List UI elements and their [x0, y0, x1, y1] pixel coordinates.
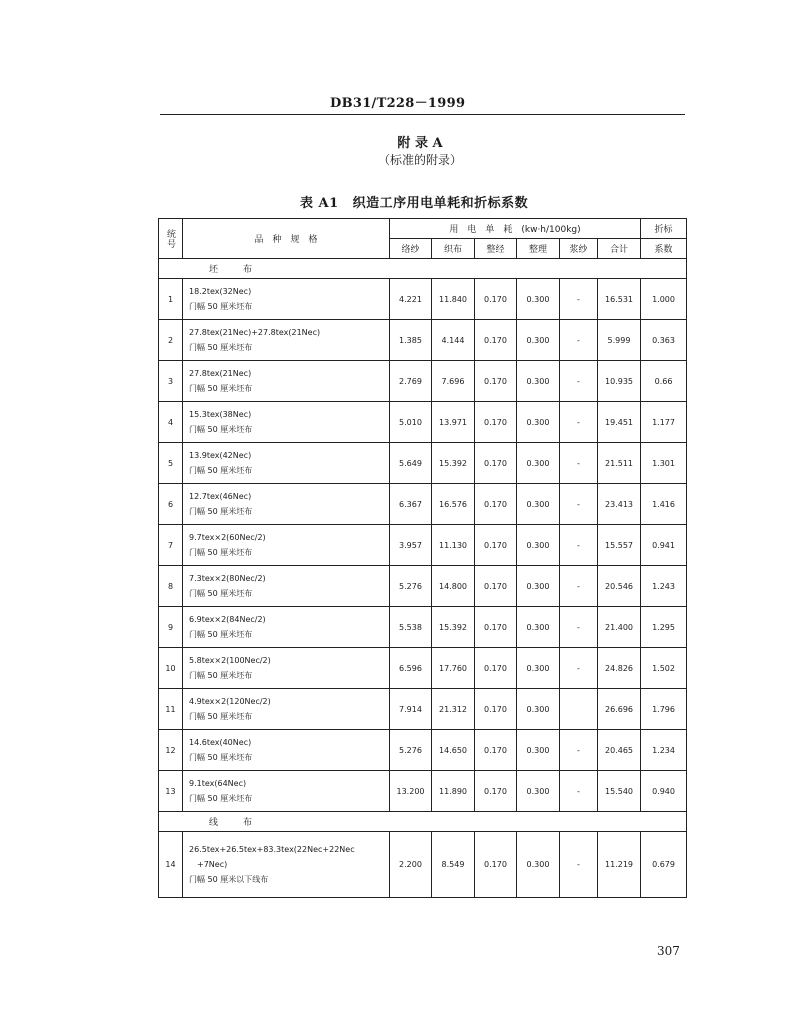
winding-value: 13.200 — [390, 771, 432, 812]
warping-value: 0.170 — [475, 443, 517, 484]
table-row — [159, 607, 687, 648]
row-spec — [183, 484, 390, 525]
appendix-subtitle: （标准的附录） — [377, 153, 462, 167]
weaving-value: 15.392 — [432, 607, 475, 648]
finishing-value: 0.300 — [517, 607, 560, 648]
section-row — [159, 812, 687, 832]
row-spec — [183, 279, 390, 320]
weaving-value: 21.312 — [432, 689, 475, 730]
spec-yarn-line: 26.5tex+26.5tex+83.3tex(22Nec+22Nec — [189, 845, 355, 854]
col-warping-header: 整经 — [475, 239, 517, 259]
weaving-value: 14.800 — [432, 566, 475, 607]
spec-yarn-line: 12.7tex(46Nec) — [189, 492, 252, 501]
total-value: 20.465 — [598, 730, 641, 771]
total-value: 10.935 — [598, 361, 641, 402]
spec-yarn-line: 4.9tex×2(120Nec/2) — [189, 697, 271, 706]
spec-width-line: 门幅 50 厘米坯布 — [189, 302, 253, 311]
row-number: 10 — [159, 648, 183, 689]
spec-yarn-line: 6.9tex×2(84Nec/2) — [189, 615, 266, 624]
spec-yarn-line: 9.1tex(64Nec) — [189, 779, 247, 788]
warping-value: 0.170 — [475, 832, 517, 898]
total-value: 23.413 — [598, 484, 641, 525]
table-body — [159, 259, 687, 898]
table-title — [300, 192, 542, 211]
spec-yarn-line: 18.2tex(32Nec) — [189, 287, 252, 296]
sizing-value: - — [560, 771, 598, 812]
spec-yarn-line: +7Nec) — [197, 860, 228, 869]
weaving-value: 4.144 — [432, 320, 475, 361]
total-value: 11.219 — [598, 832, 641, 898]
factor-value: 1.796 — [641, 689, 687, 730]
spec-yarn-line: 5.8tex×2(100Nec/2) — [189, 656, 271, 665]
warping-value: 0.170 — [475, 607, 517, 648]
col-no-header: 统号 — [159, 219, 183, 259]
total-value: 21.400 — [598, 607, 641, 648]
warping-value: 0.170 — [475, 566, 517, 607]
winding-value: 1.385 — [390, 320, 432, 361]
col-spec-header: 品 种 规 格 — [183, 219, 390, 259]
power-consumption-table — [158, 218, 687, 898]
table-row — [159, 525, 687, 566]
factor-value: 0.679 — [641, 832, 687, 898]
spec-yarn-line: 14.6tex(40Nec) — [189, 738, 252, 747]
row-spec — [183, 648, 390, 689]
weaving-value: 15.392 — [432, 443, 475, 484]
factor-value: 1.301 — [641, 443, 687, 484]
warping-value: 0.170 — [475, 279, 517, 320]
total-value: 26.696 — [598, 689, 641, 730]
total-value: 15.540 — [598, 771, 641, 812]
finishing-value: 0.300 — [517, 771, 560, 812]
spec-yarn-line: 9.7tex×2(60Nec/2) — [189, 533, 266, 542]
factor-value: 0.363 — [641, 320, 687, 361]
row-spec — [183, 443, 390, 484]
col-factor-header: 折标 — [641, 219, 687, 239]
row-number: 7 — [159, 525, 183, 566]
winding-value: 5.538 — [390, 607, 432, 648]
sizing-value: - — [560, 279, 598, 320]
col-factor-sub-header: 系数 — [641, 239, 687, 259]
spec-width-line: 门幅 50 厘米坯布 — [189, 794, 253, 803]
row-spec — [183, 361, 390, 402]
spec-width-line: 门幅 50 厘米坯布 — [189, 384, 253, 393]
finishing-value: 0.300 — [517, 730, 560, 771]
winding-value: 5.010 — [390, 402, 432, 443]
weaving-value: 11.890 — [432, 771, 475, 812]
row-number: 3 — [159, 361, 183, 402]
table-row — [159, 832, 687, 898]
section-label: 线 布 — [159, 812, 687, 832]
weaving-value: 16.576 — [432, 484, 475, 525]
table-row — [159, 443, 687, 484]
row-number: 14 — [159, 832, 183, 898]
total-value: 24.826 — [598, 648, 641, 689]
table-row — [159, 402, 687, 443]
standard-code: DB31/T228－1999 — [330, 96, 466, 111]
col-power-group-header: 用 电 单 耗 (kw·h/100kg) — [390, 219, 641, 239]
factor-value: 0.940 — [641, 771, 687, 812]
spec-width-line: 门幅 50 厘米坯布 — [189, 548, 253, 557]
weaving-value: 11.130 — [432, 525, 475, 566]
weaving-value: 11.840 — [432, 279, 475, 320]
finishing-value: 0.300 — [517, 689, 560, 730]
row-number: 13 — [159, 771, 183, 812]
row-spec — [183, 689, 390, 730]
finishing-value: 0.300 — [517, 648, 560, 689]
table-caption: 织造工序用电单耗和折标系数 — [352, 196, 529, 211]
winding-value: 6.367 — [390, 484, 432, 525]
row-spec — [183, 771, 390, 812]
spec-yarn-line: 15.3tex(38Nec) — [189, 410, 252, 419]
sizing-value: - — [560, 361, 598, 402]
row-spec — [183, 607, 390, 648]
spec-width-line: 门幅 50 厘米以下线布 — [189, 875, 269, 884]
spec-yarn-line: 27.8tex(21Nec) — [189, 369, 252, 378]
finishing-value: 0.300 — [517, 402, 560, 443]
section-label: 坯 布 — [159, 259, 687, 279]
row-spec — [183, 566, 390, 607]
table-row — [159, 689, 687, 730]
weaving-value: 17.760 — [432, 648, 475, 689]
spec-width-line: 门幅 50 厘米坯布 — [189, 466, 253, 475]
table-row — [159, 361, 687, 402]
row-spec — [183, 832, 390, 898]
warping-value: 0.170 — [475, 689, 517, 730]
row-number: 5 — [159, 443, 183, 484]
table-row — [159, 566, 687, 607]
finishing-value: 0.300 — [517, 566, 560, 607]
factor-value: 1.000 — [641, 279, 687, 320]
sizing-value: - — [560, 607, 598, 648]
table-row — [159, 320, 687, 361]
warping-value: 0.170 — [475, 730, 517, 771]
warping-value: 0.170 — [475, 361, 517, 402]
spec-width-line: 门幅 50 厘米坯布 — [189, 507, 253, 516]
table-row — [159, 484, 687, 525]
spec-width-line: 门幅 50 厘米坯布 — [189, 343, 253, 352]
spec-yarn-line: 7.3tex×2(80Nec/2) — [189, 574, 266, 583]
row-number: 2 — [159, 320, 183, 361]
spec-yarn-line: 13.9tex(42Nec) — [189, 451, 252, 460]
table-number: 表 A1 — [300, 196, 339, 211]
winding-value: 3.957 — [390, 525, 432, 566]
sizing-value: - — [560, 320, 598, 361]
row-number: 9 — [159, 607, 183, 648]
finishing-value: 0.300 — [517, 484, 560, 525]
warping-value: 0.170 — [475, 320, 517, 361]
row-number: 6 — [159, 484, 183, 525]
winding-value: 2.200 — [390, 832, 432, 898]
total-value: 15.557 — [598, 525, 641, 566]
finishing-value: 0.300 — [517, 443, 560, 484]
spec-width-line: 门幅 50 厘米坯布 — [189, 425, 253, 434]
weaving-value: 7.696 — [432, 361, 475, 402]
row-number: 4 — [159, 402, 183, 443]
row-number: 1 — [159, 279, 183, 320]
page-number: 307 — [657, 944, 680, 958]
row-spec — [183, 402, 390, 443]
row-spec — [183, 320, 390, 361]
col-finishing-header: 整理 — [517, 239, 560, 259]
sizing-value: - — [560, 402, 598, 443]
factor-value: 0.941 — [641, 525, 687, 566]
spec-width-line: 门幅 50 厘米坯布 — [189, 630, 253, 639]
finishing-value: 0.300 — [517, 832, 560, 898]
total-value: 20.546 — [598, 566, 641, 607]
weaving-value: 13.971 — [432, 402, 475, 443]
winding-value: 5.276 — [390, 566, 432, 607]
sizing-value: - — [560, 648, 598, 689]
appendix-title: 附 录 A — [397, 136, 443, 151]
table-row — [159, 771, 687, 812]
spec-width-line: 门幅 50 厘米坯布 — [189, 753, 253, 762]
sizing-value: - — [560, 443, 598, 484]
header-rule — [160, 114, 685, 115]
total-value: 16.531 — [598, 279, 641, 320]
weaving-value: 8.549 — [432, 832, 475, 898]
winding-value: 7.914 — [390, 689, 432, 730]
factor-value: 1.234 — [641, 730, 687, 771]
table-row — [159, 648, 687, 689]
winding-value: 5.649 — [390, 443, 432, 484]
warping-value: 0.170 — [475, 525, 517, 566]
factor-value: 1.243 — [641, 566, 687, 607]
row-spec — [183, 525, 390, 566]
factor-value: 1.295 — [641, 607, 687, 648]
factor-value: 0.66 — [641, 361, 687, 402]
spec-width-line: 门幅 50 厘米坯布 — [189, 589, 253, 598]
total-value: 5.999 — [598, 320, 641, 361]
finishing-value: 0.300 — [517, 279, 560, 320]
sizing-value: - — [560, 832, 598, 898]
factor-value: 1.416 — [641, 484, 687, 525]
sizing-value: - — [560, 484, 598, 525]
factor-value: 1.502 — [641, 648, 687, 689]
row-number: 11 — [159, 689, 183, 730]
warping-value: 0.170 — [475, 402, 517, 443]
warping-value: 0.170 — [475, 771, 517, 812]
winding-value: 4.221 — [390, 279, 432, 320]
spec-yarn-line: 27.8tex(21Nec)+27.8tex(21Nec) — [189, 328, 321, 337]
col-weaving-header: 织布 — [432, 239, 475, 259]
winding-value: 6.596 — [390, 648, 432, 689]
sizing-value: - — [560, 730, 598, 771]
spec-width-line: 门幅 50 厘米坯布 — [189, 712, 253, 721]
table-row — [159, 730, 687, 771]
row-number: 8 — [159, 566, 183, 607]
winding-value: 2.769 — [390, 361, 432, 402]
finishing-value: 0.300 — [517, 320, 560, 361]
weaving-value: 14.650 — [432, 730, 475, 771]
sizing-value: - — [560, 525, 598, 566]
factor-value: 1.177 — [641, 402, 687, 443]
sizing-value: - — [560, 566, 598, 607]
finishing-value: 0.300 — [517, 525, 560, 566]
warping-value: 0.170 — [475, 648, 517, 689]
sizing-value — [560, 689, 598, 730]
winding-value: 5.276 — [390, 730, 432, 771]
section-row — [159, 259, 687, 279]
col-total-header: 合计 — [598, 239, 641, 259]
total-value: 19.451 — [598, 402, 641, 443]
total-value: 21.511 — [598, 443, 641, 484]
warping-value: 0.170 — [475, 484, 517, 525]
table-row — [159, 279, 687, 320]
col-sizing-header: 浆纱 — [560, 239, 598, 259]
row-number: 12 — [159, 730, 183, 771]
row-spec — [183, 730, 390, 771]
col-winding-header: 络纱 — [390, 239, 432, 259]
finishing-value: 0.300 — [517, 361, 560, 402]
spec-width-line: 门幅 50 厘米坯布 — [189, 671, 253, 680]
